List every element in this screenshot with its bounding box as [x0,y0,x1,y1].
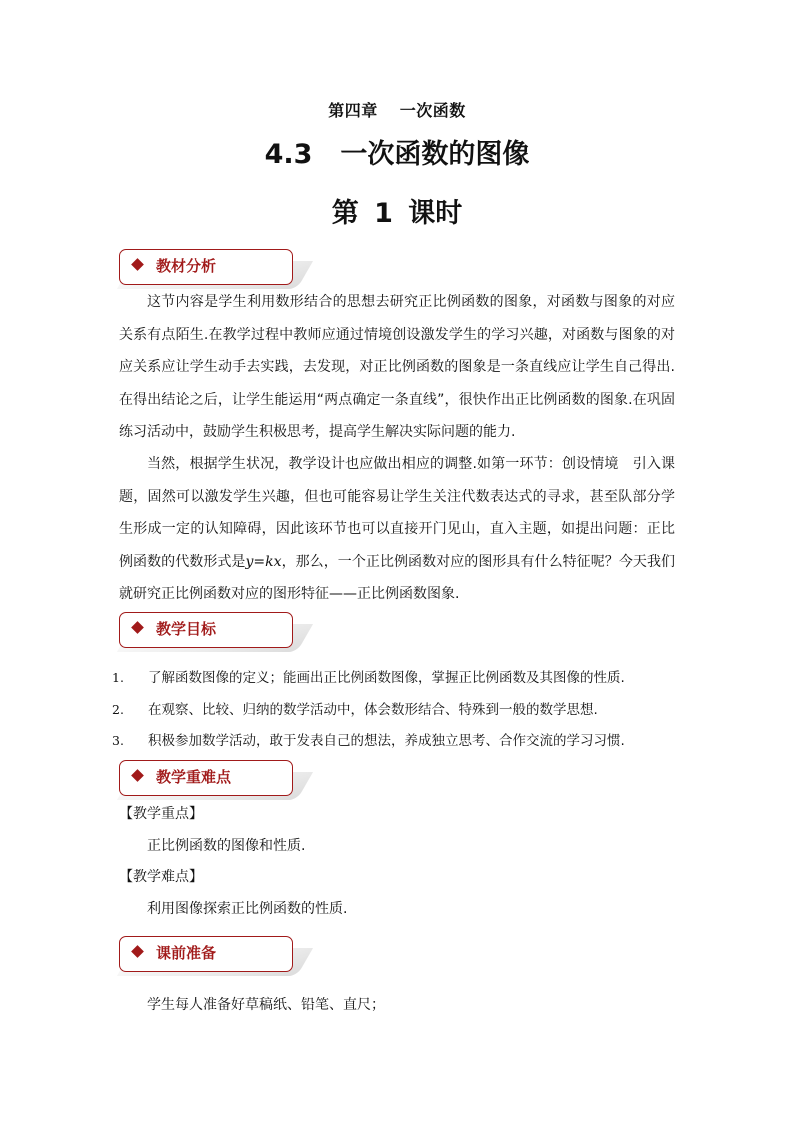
item-number: 2. [112,701,124,717]
section-heading-label: 课前准备 [156,944,217,962]
page-title [0,132,794,171]
lesson-label: 第 1 课时 [331,198,463,229]
item-text: 在观察、比较、归纳的数学活动中，体会数形结合、特殊到一般的数学思想. [148,701,598,718]
paragraph-text: 当然，根据学生状况，教学设计也应做出相应的调整.如第一环节：创设情境 引入课题，固然可以激发学生兴趣，但也可能容易让学生关注代数表达式的寻求，甚至队部分学生形成一定的认知障碍，因此该环节也可以直接开门见山，直入主题，如提出问题：正比例函数的代数形式是 [119,456,675,570]
analysis-paragraph-2 [119,448,675,611]
section-heading-label: 教材分析 [156,257,217,275]
section-heading-goals [119,612,294,647]
focus-text: 正比例函数的图像和性质. [147,838,306,854]
chapter-heading [0,98,794,121]
section-heading-key-points [119,760,294,795]
formula: y=kx [245,553,282,570]
section-heading-preparation [119,936,294,971]
item-text: 积极参加数学活动，敢于发表自己的想法，养成独立思考、合作交流的学习习惯. [148,733,625,749]
difficulty-label: 【教学难点】 [119,869,203,885]
section-title: 一次函数的图像 [340,139,530,170]
chapter-name: 一次函数 [399,101,466,120]
section-heading-analysis [119,249,294,284]
goals-list [112,668,692,763]
list-item [112,700,692,732]
focus-label: 【教学重点】 [119,806,203,822]
chapter-label: 第四章 [328,101,378,120]
item-text: 了解函数图像的定义；能画出正比例函数图像，掌握正比例函数及其图像的性质. [148,670,625,686]
section-heading-label: 教学目标 [156,620,217,638]
section-heading-label: 教学重难点 [156,768,232,786]
section-number: 4.3 [264,139,313,170]
paragraph-text: ，那么，一个正比例函数对应的图形具有什么特征呢？今天我们就研究正比例函数对应的图形特征——正比例函数图象. [119,553,676,602]
item-number: 1. [112,670,124,685]
item-number: 3. [112,733,124,748]
analysis-paragraph-1: 这节内容是学生利用数形结合的思想去研究正比例函数的图象，对函数与图象的对应关系有点陌生.在教学过程中教师应通过情境创设激发学生的学习兴趣，对函数与图象的对应关系应让学生动手去实践，去发现，对正比例函数的图象是一条直线应让学生自己得出.在得出结论之后，让学生能运用“两点确定一条直线”，很快作出正比例函数的图象.在巩固练习活动中，鼓励学生积极思考，提高学生解决实际问题的能力. [119,294,675,440]
difficulty-text: 利用图像探索正比例函数的性质. [147,901,348,917]
list-item [112,731,692,763]
preparation-text: 学生每人准备好草稿纸、铅笔、直尺； [147,997,385,1013]
list-item [112,668,692,700]
